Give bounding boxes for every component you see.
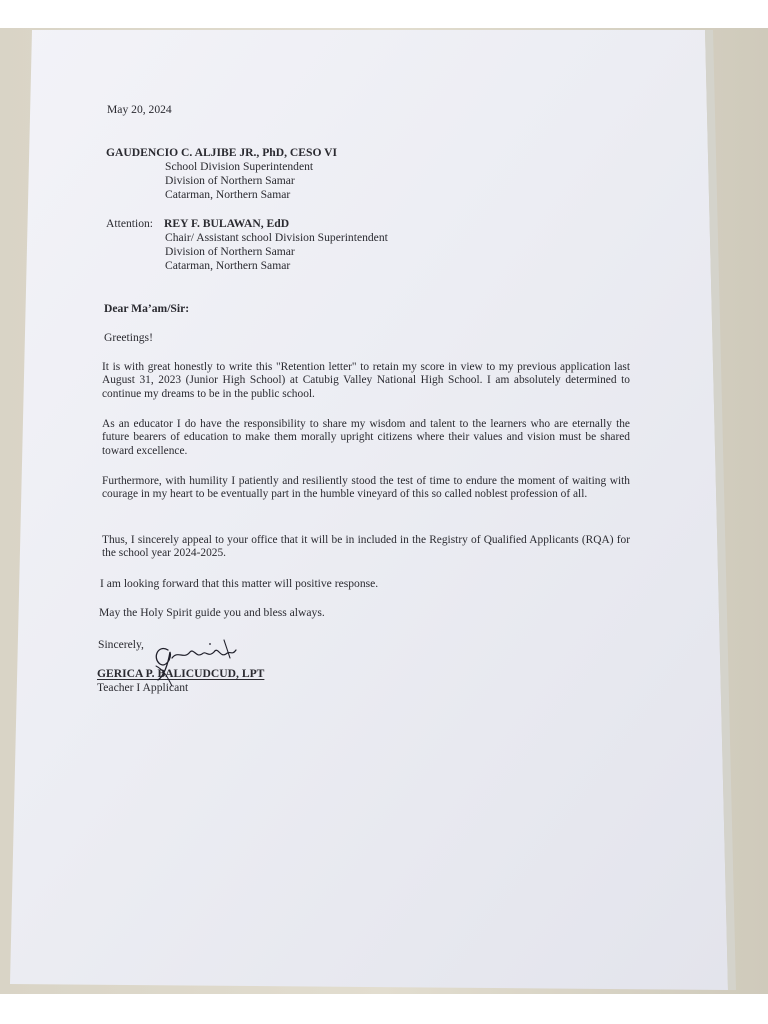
salutation: Dear Ma’am/Sir: (104, 302, 190, 315)
closing: Sincerely, (98, 638, 144, 651)
handwritten-signature (150, 636, 250, 690)
letter-date: May 20, 2024 (107, 103, 172, 116)
body-paragraph: Furthermore, with humility I patiently and resiliently stood the test of time to endure the moment of waiting with courage in my heart to be eventually part in the humble vineyard of this so called noblest profession of all. (102, 475, 630, 501)
body-paragraph: As an educator I do have the responsibility to share my wisdom and talent to the learners who are eternally the future bearers of education to make them morally upright citizens where their values and vision must be shared toward excellence. (102, 418, 630, 457)
recipient-name: GAUDENCIO C. ALJIBE JR., PhD, CESO VI (106, 146, 338, 159)
attention-line: Catarman, Northern Samar (165, 259, 291, 272)
attention-name: REY F. BULAWAN, EdD (164, 217, 290, 230)
body-paragraph: Thus, I sincerely appeal to your office that it will be in included in the Registry of Qualified Applicants (RQA) for the school year 2024-2025. (102, 534, 630, 560)
recipient-line: Division of Northern Samar (165, 174, 295, 187)
recipient-line: School Division Superintendent (165, 160, 314, 173)
signatory-name: GERICA P. BALICUDCUD, LPT (97, 667, 265, 680)
body-paragraph: I am looking forward that this matter will positive response. (100, 577, 379, 590)
greeting: Greetings! (104, 331, 153, 344)
attention-label: Attention: (106, 217, 154, 230)
attention-line: Division of Northern Samar (165, 245, 295, 258)
body-paragraph: It is with great honestly to write this "Retention letter" to retain my score in view to my previous application last August 31, 2023 (Junior High School) at Catubig Valley National High School. I am absolutely determined to continue my dreams to be in the public school. (102, 361, 630, 400)
signatory-title: Teacher I Applicant (97, 681, 189, 694)
recipient-line: Catarman, Northern Samar (165, 188, 291, 201)
body-paragraph: May the Holy Spirit guide you and bless always. (99, 606, 325, 619)
attention-line: Chair/ Assistant school Division Superintendent (165, 231, 388, 244)
